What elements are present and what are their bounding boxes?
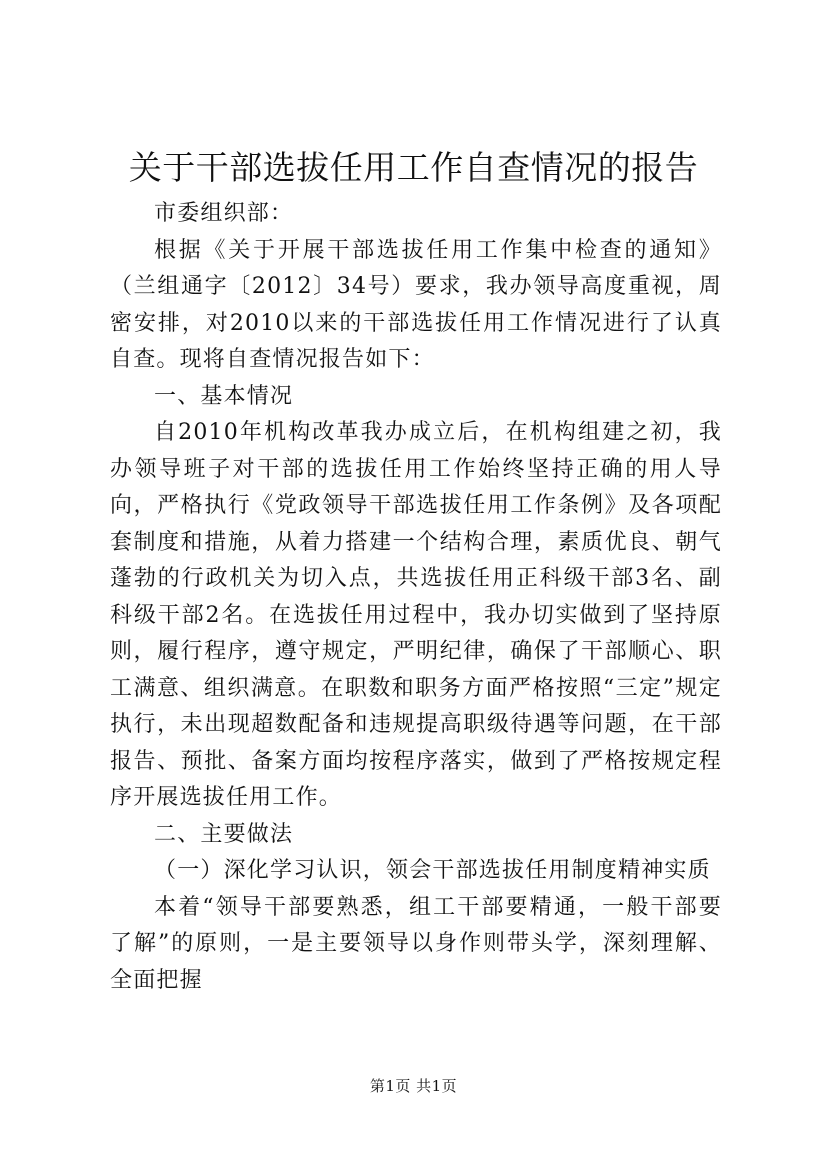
subsection-heading-study: （一）深化学习认识，领会干部选拔任用制度精神实质 xyxy=(154,858,711,883)
document-title: 关于干部选拔任用工作自查情况的报告 xyxy=(128,148,699,187)
section-paragraph-basic-situation: 自2010年机构改革我办成立后，在机构组建之初，我办领导班子对干部的选拔任用工作始终坚持正确的用人导向，严格执行《党政领导干部选拔任用工作条例》及各项配套制度和措施，从着力搭建一个结构合理，素质优良、朝气蓬勃的行政机关为切入点，共选拔任用正科级干部3名、副科级干部2名。在选拔任用过程中，我办切实做到了坚持原则，履行程序，遵守规定，严明纪律，确保了干部顺心、职工满意、组织满意。在职数和职务方面严格按照“三定”规定执行，未出现超数配备和违规提高职级待遇等问题，在干部报告、预批、备案方面均按程序落实，做到了严格按规定程序开展选拔任用工作。 xyxy=(110,420,722,810)
subsection-paragraph-study: 本着“领导干部要熟悉，组工干部要精通，一般干部要了解”的原则，一是主要领导以身作则带头学，深刻理解、全面把握 xyxy=(110,894,722,993)
addressee: 市委组织部： xyxy=(154,201,294,226)
intro-paragraph: 根据《关于开展干部选拔任用工作集中检查的通知》（兰组通字〔2012〕34号）要求，我办领导高度重视，周密安排，对2010以来的干部选拔任用工作情况进行了认真自查。现将自查情况报告如下： xyxy=(110,237,722,372)
section-heading-basic-situation: 一、基本情况 xyxy=(154,383,294,409)
page-number-footer: 第1页 共1页 xyxy=(369,1077,458,1095)
section-heading-main-practices: 二、主要做法 xyxy=(154,821,294,847)
document-body xyxy=(110,196,722,999)
